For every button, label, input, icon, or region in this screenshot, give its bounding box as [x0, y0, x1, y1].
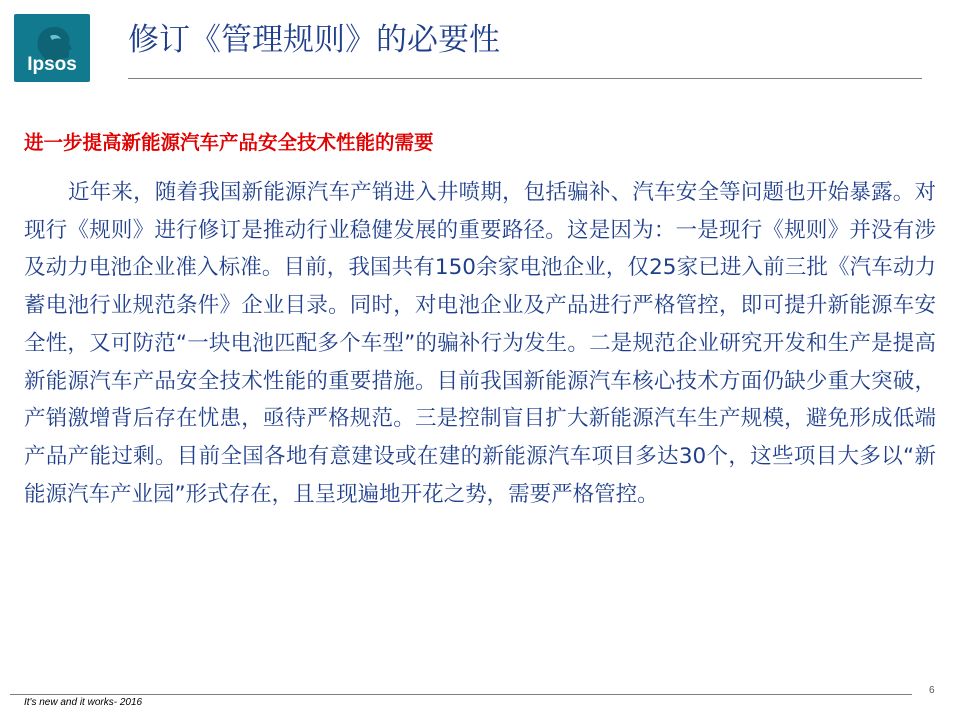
- title-divider: [128, 78, 922, 79]
- ipsos-logo: [14, 14, 90, 82]
- body-paragraph: 近年来，随着我国新能源汽车产销进入井喷期，包括骗补、汽车安全等问题也开始暴露。对现行《规则》进行修订是推动行业稳健发展的重要路径。这是因为：一是现行《规则》并没有涉及动力电池企业准入标准。目前，我国共有150余家电池企业，仅25家已进入前三批《汽车动力蓄电池行业规范条件》企业目录。同时，对电池企业及产品进行严格管控，即可提升新能源车安全性，又可防范“一块电池匹配多个车型”的骗补行为发生。二是规范企业研究开发和生产是提高新能源汽车产品安全技术性能的重要措施。目前我国新能源汽车核心技术方面仍缺少重大突破，产销激增背后存在忧患，亟待严格规范。三是控制盲目扩大新能源汽车生产规模，避免形成低端产品产能过剩。目前全国各地有意建设或在建的新能源汽车项目多达30个，这些项目大多以“新能源汽车产业园”形式存在，且呈现遍地开花之势，需要严格管控。: [24, 180, 936, 507]
- footer-divider: [10, 694, 912, 695]
- section-subtitle: 进一步提高新能源汽车产品安全技术性能的需要: [24, 131, 434, 154]
- page-number: 6: [929, 685, 935, 696]
- page-title: 修订《管理规则》的必要性: [128, 22, 500, 58]
- footer-caption: It's new and it works- 2016: [24, 697, 143, 708]
- logo-text: Ipsos: [27, 54, 77, 75]
